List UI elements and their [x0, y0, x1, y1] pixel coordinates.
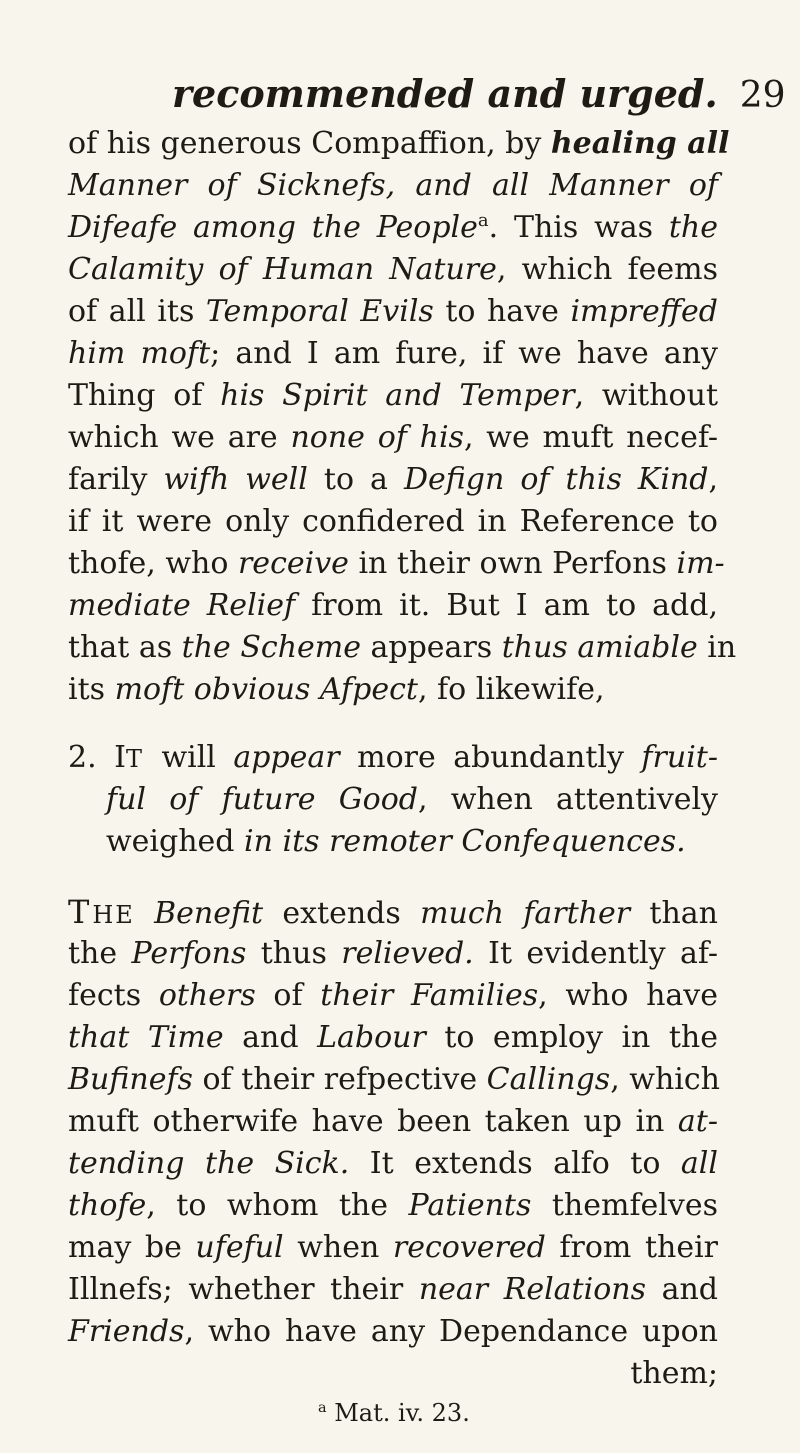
text-line: Manner of Sicknefs, and all Manner of: [68, 168, 718, 203]
text-line: thofe, who receive in their own Perfons im-: [68, 546, 725, 581]
text-line: the Perfons thus relieved. It evidently af-: [68, 936, 719, 971]
text-line: which we are none of his, we muft necef-: [68, 420, 718, 455]
text-line: farily wifh well to a Defign of this Kind,: [68, 462, 718, 497]
text-line: weighed in its remoter Confequences.: [106, 824, 686, 859]
footnote-ref: a: [477, 210, 489, 231]
text-line: ful of future Good, when attentively: [106, 782, 718, 817]
running-header: [172, 70, 786, 120]
text-line: 2. IT will appear more abundantly fruit-: [68, 740, 718, 775]
text-line: that Time and Labour to employ in the: [68, 1020, 718, 1055]
text-line: THE Benefit extends much farther than: [68, 893, 719, 931]
text-line: thofe, to whom the Patients themfelves: [68, 1188, 718, 1223]
text-line: muft otherwife have been taken up in at-: [68, 1104, 718, 1139]
text-line: Friends, who have any Dependance upon: [68, 1314, 718, 1349]
running-title: recommended and urged.: [172, 71, 718, 116]
text-line: tending the Sick. It extends alfo to all: [68, 1146, 718, 1181]
text-line: Bufinefs of their refpective Callings, which: [68, 1062, 720, 1097]
page-number: 29: [739, 75, 786, 116]
text-line: may be ufeful when recovered from their: [68, 1230, 719, 1265]
footnote-text: Mat. iv. 23.: [334, 1399, 470, 1427]
footnote-marker: a: [318, 1400, 327, 1416]
text-line: of his generous Compaffion, by healing all: [68, 126, 730, 161]
text-line: Thing of his Spirit and Temper, without: [68, 378, 718, 413]
text-line: Illnefs; whether their near Relations and: [68, 1272, 718, 1307]
text-line: him moft; and I am fure, if we have any: [68, 336, 718, 371]
text-line: its moft obvious Afpect, fo likewife,: [68, 672, 605, 707]
text-line: them;: [630, 1356, 718, 1391]
text-line: Calamity of Human Nature, which feems: [68, 252, 719, 287]
text-line: if it were only confidered in Reference to: [68, 504, 718, 539]
text-line: fects others of their Families, who have: [68, 978, 718, 1013]
text-line: Difeafe among the People$^a$. This was the: [68, 210, 718, 245]
text-line: mediate Relief from it. But I am to add,: [68, 588, 719, 623]
text-line: of all its Temporal Evils to have impreffed: [68, 294, 718, 329]
text-line: that as the Scheme appears thus amiable in: [68, 630, 737, 665]
footnote: [318, 1398, 470, 1428]
